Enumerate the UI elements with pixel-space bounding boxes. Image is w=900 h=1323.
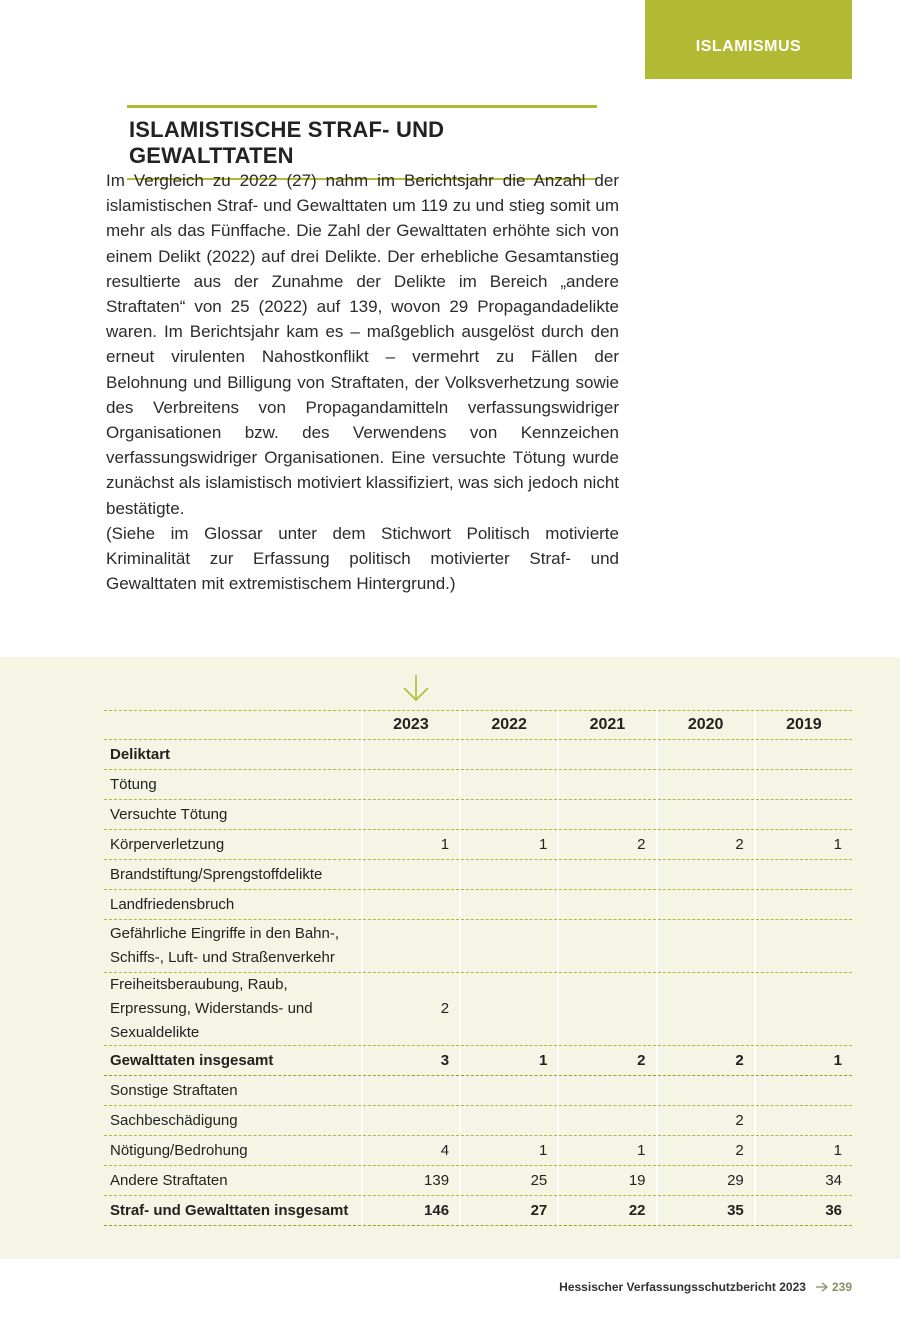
value-cell [460,860,558,890]
table-row [104,1046,852,1076]
table-row [104,920,852,973]
value-cell [755,1076,852,1106]
value-cell [558,1106,656,1136]
page-title: ISLAMISTISCHE STRAF- UND GEWALTTATEN [129,117,445,168]
value-cell [657,800,755,830]
value-cell [755,740,852,770]
value-cell: 2 [362,973,460,1046]
value-cell [460,973,558,1046]
value-cell: 1 [755,1136,852,1166]
row-label: Straf- und Gewalttaten insgesamt [104,1196,362,1226]
value-cell [657,770,755,800]
value-cell: 1 [460,1046,558,1076]
section-tab [645,0,852,79]
table-row [104,860,852,890]
value-cell [460,770,558,800]
value-cell [657,890,755,920]
table-row [104,770,852,800]
value-cell [460,890,558,920]
value-cell [460,1076,558,1106]
year-header: 2020 [657,711,755,740]
year-header: 2019 [755,711,852,740]
value-cell: 22 [558,1196,656,1226]
row-label: Gefährliche Eingriffe in den Bahn-, Schiffs-, Luft- und Straßenverkehr [104,920,362,973]
row-label: Andere Straftaten [104,1166,362,1196]
value-cell [755,800,852,830]
value-cell: 29 [657,1166,755,1196]
value-cell: 1 [362,830,460,860]
value-cell [362,890,460,920]
value-cell: 2 [657,830,755,860]
value-cell: 35 [657,1196,755,1226]
table-row [104,973,852,1046]
table-row [104,1136,852,1166]
value-cell: 2 [558,1046,656,1076]
value-cell: 27 [460,1196,558,1226]
value-cell: 36 [755,1196,852,1226]
row-label: Versuchte Tötung [104,800,362,830]
value-cell [755,770,852,800]
year-header: 2021 [558,711,656,740]
value-cell [558,740,656,770]
value-cell [755,890,852,920]
value-cell: 3 [362,1046,460,1076]
value-cell [755,973,852,1046]
body-text [106,168,619,596]
value-cell [362,770,460,800]
value-cell [755,860,852,890]
value-cell: 1 [558,1136,656,1166]
value-cell [657,1076,755,1106]
value-cell: 2 [657,1136,755,1166]
footer-title: Hessischer Verfassungsschutzbericht 2023 [559,1280,806,1294]
year-header: 2022 [460,711,558,740]
value-cell [755,1106,852,1136]
value-cell [558,1076,656,1106]
row-label: Nötigung/Bedrohung [104,1136,362,1166]
row-label: Deliktart [104,740,362,770]
value-cell [558,800,656,830]
value-cell: 2 [657,1106,755,1136]
value-cell: 1 [755,1046,852,1076]
row-label: Sonstige Straftaten [104,1076,362,1106]
table-row [104,1076,852,1106]
value-cell [362,1106,460,1136]
value-cell: 2 [558,830,656,860]
value-cell: 139 [362,1166,460,1196]
value-cell [362,860,460,890]
row-label: Landfriedensbruch [104,890,362,920]
table-row [104,1166,852,1196]
section-tab-label: ISLAMISMUS [695,37,802,55]
value-cell [362,920,460,973]
value-cell [460,1106,558,1136]
table-header-row [104,711,852,740]
value-cell [558,770,656,800]
value-cell: 1 [460,1136,558,1166]
table-row [104,1106,852,1136]
value-cell [657,860,755,890]
row-label: Sachbeschädigung [104,1106,362,1136]
value-cell [558,973,656,1046]
row-label: Gewalttaten insgesamt [104,1046,362,1076]
value-cell [362,740,460,770]
value-cell: 25 [460,1166,558,1196]
page-number: 239 [831,1280,852,1294]
table-row [104,740,852,770]
year-header: 2023 [362,711,460,740]
value-cell [657,920,755,973]
value-cell: 19 [558,1166,656,1196]
value-cell [460,800,558,830]
value-cell: 1 [460,830,558,860]
table-row [104,830,852,860]
table-row [104,1196,852,1226]
value-cell: 1 [755,830,852,860]
value-cell: 2 [657,1046,755,1076]
value-cell: 146 [362,1196,460,1226]
value-cell [460,920,558,973]
arrow-right-icon [816,1282,828,1292]
page-number-block [816,1280,852,1294]
table-row [104,800,852,830]
value-cell [657,740,755,770]
value-cell [755,920,852,973]
value-cell [657,973,755,1046]
value-cell [362,1076,460,1106]
value-cell [460,740,558,770]
row-label: Tötung [104,770,362,800]
value-cell [558,860,656,890]
table-row [104,890,852,920]
value-cell [558,920,656,973]
paragraph-1: Im Vergleich zu 2022 (27) nahm im Berichtsjahr die Anzahl der islamistischen Straf- und Gewalttaten um 119 zu und stieg somit um mehr als das Fünffache. Die Zahl der Gewalttaten erhöhte sich von einem Delikt (2022) auf drei Delikte. Der erhebliche Gesamtanstieg resultierte aus der Zunahme der Delikte im Bereich „andere Straftaten“ von 25 (2022) auf 139, wovon 29 Propagandadelikte waren. Im Berichtsjahr kam es – maßgeblich ausgelöst durch den erneut virulenten Nahostkonflikt – vermehrt zu Fällen der Belohnung und Billigung von Straftaten, der Volksverhetzung sowie des Verbreitens von Propagandamitteln verfassungswidriger Organisationen bzw. des Verwendens von Kennzeichen verfassungswidriger Organisationen. Eine versuchte Tötung wurde zunächst als islamistisch motiviert klassifiziert, was sich jedoch nicht bestätigte. [106,171,620,518]
row-label: Körperverletzung [104,830,362,860]
value-cell: 4 [362,1136,460,1166]
arrow-down-icon [402,674,430,702]
value-cell: 34 [755,1166,852,1196]
offense-statistics-table [104,710,852,1226]
row-label: Brandstiftung/Sprengstoffdelikte [104,860,362,890]
table-header-empty [104,711,362,740]
value-cell [558,890,656,920]
row-label: Freiheitsberaubung, Raub, Erpressung, Widerstands- und Sexualdelikte [104,973,362,1046]
page-footer [559,1280,852,1294]
value-cell [362,800,460,830]
paragraph-2: (Siehe im Glossar unter dem Stichwort Politisch motivierte Kriminalität zur Erfassung politisch motivierter Straf- und Gewalttaten mit extremistischem Hintergrund.) [106,523,619,594]
